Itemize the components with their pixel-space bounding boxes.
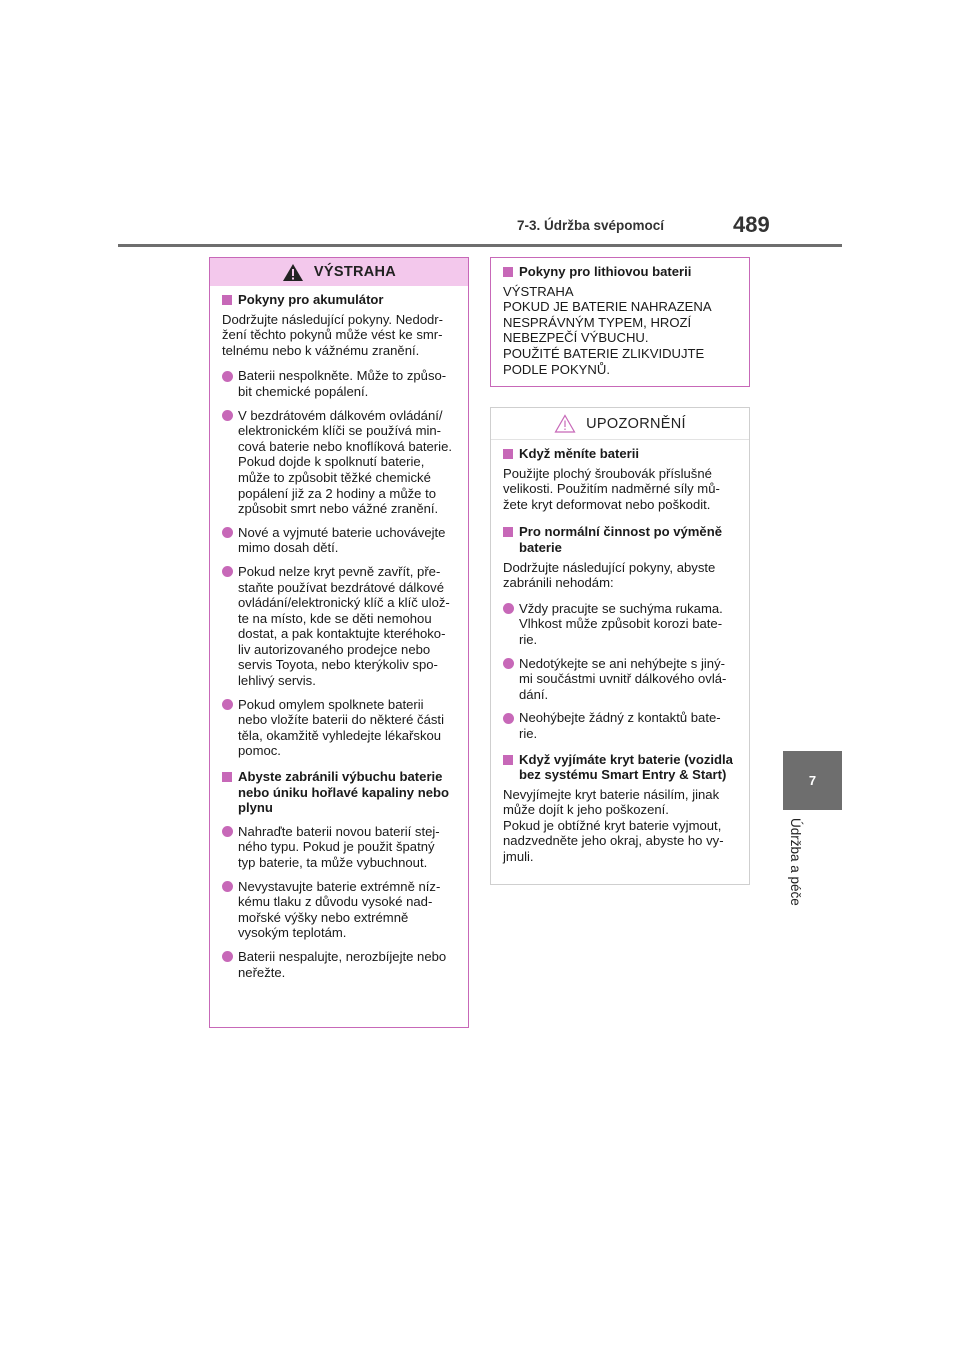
section-title: 7-3. Údržba svépomocí (517, 218, 665, 233)
section-heading: Když vyjímáte kryt baterie (vozidla bez systému Smart Entry & Start) (503, 752, 739, 783)
header-divider (118, 244, 842, 247)
section-heading: Když měníte baterii (503, 446, 739, 462)
lithium-box (490, 257, 750, 387)
section-heading: Pro normální činnost po výměně baterie (503, 524, 739, 555)
section-heading: Abyste zabránili výbuchu baterie nebo úniku hořlavé kapaliny nebo plynu (222, 769, 458, 816)
notice-box (490, 407, 750, 885)
section-paragraph: Dodržujte následující pokyny, abyste zabránili nehodám: (503, 559, 716, 591)
section-paragraph: Nevyjímejte kryt baterie násilím, jinak může dojít k jeho poškození. Pokud je obtížné kryt baterie vyjmout, nadzvedněte jeho okraj, abyste ho vy- jmuli. (503, 786, 724, 865)
bullet-item: Pokud nelze kryt pevně zavřít, pře- staňte používat bezdrátové dálkové ovládání/elektronický klíč a klíč ulož- te na místo, kde se děti nemohou dostat, a pak kontaktujte kteréhoko- liv autorizovaného prodejce nebo servis Toyota, nebo kterýkoliv spo- lehlivý servis. (222, 564, 458, 689)
bullet-item: Vždy pracujte se suchýma rukama. Vlhkost může způsobit korozi bate- rie. (503, 601, 739, 648)
notice-box-title: UPOZORNĚNÍ (586, 415, 686, 432)
bullet-item: Baterii nespalujte, nerozbíjejte nebo neřežte. (222, 949, 458, 980)
section-paragraph: Použijte plochý šroubovák příslušné velikosti. Použitím nadměrné síly mů- žete kryt deformovat nebo poškodit. (503, 465, 720, 512)
bullet-item: Nevystavujte baterie extrémně níz- kému tlaku z důvodu vysoké nad- mořské výšky nebo extrémně vysokým teplotám. (222, 879, 458, 941)
bullet-item: Nedotýkejte se ani nehýbejte s jiný- mi součástmi uvnitř dálkového ovlá- dání. (503, 656, 739, 703)
warning-box-header (210, 258, 468, 286)
notice-box-body (491, 440, 749, 865)
section-paragraph: Dodržujte následující pokyny. Nedodr- žení těchto pokynů může vést ke smr- telnému nebo k vážnému zranění. (222, 311, 444, 358)
bullet-item: Baterii nespolkněte. Může to způso- bit chemické popálení. (222, 368, 458, 399)
bullet-item: Pokud omylem spolknete baterii nebo vložíte baterii do některé části těla, okamžitě vyhledejte lékařskou pomoc. (222, 697, 458, 759)
caution-triangle-outline-icon (554, 414, 576, 433)
bullet-item: Nahraďte baterii novou baterií stej- ného typu. Pokud je použit špatný typ baterie, ta může vybuchnout. (222, 824, 458, 871)
bullet-item: Nové a vyjmuté baterie uchovávejte mimo dosah dětí. (222, 525, 458, 556)
lithium-text: VÝSTRAHA POKUD JE BATERIE NAHRAZENA NESPRÁVNÝM TYPEM, HROZÍ NEBEZPEČÍ VÝBUCHU. POUŽITÉ BATERIE ZLIKVIDUJTE PODLE POKYNŮ. (503, 283, 712, 377)
warning-box-title: VÝSTRAHA (313, 264, 397, 280)
chapter-tab[interactable]: 7 (783, 751, 842, 810)
page-number: 489 (733, 212, 770, 237)
lithium-heading: Pokyny pro lithiovou baterii (503, 264, 739, 280)
warning-triangle-icon (282, 263, 304, 282)
chapter-label: Údržba a péče (788, 818, 803, 906)
warning-box (209, 257, 469, 1028)
bullet-item: V bezdrátovém dálkovém ovládání/ elektronickém klíči se používá min- cová baterie nebo knoflíková baterie. Pokud dojde k spolknutí baterie, může to způsobit těžké chemické popálení již za 2 hodiny a může to způsobit smrt nebo vážné zranění. (222, 408, 458, 517)
section-heading: Pokyny pro akumulátor (222, 292, 458, 308)
bullet-item: Neohýbejte žádný z kontaktů bate- rie. (503, 710, 739, 741)
notice-box-header (491, 408, 749, 440)
warning-box-body (210, 286, 468, 980)
